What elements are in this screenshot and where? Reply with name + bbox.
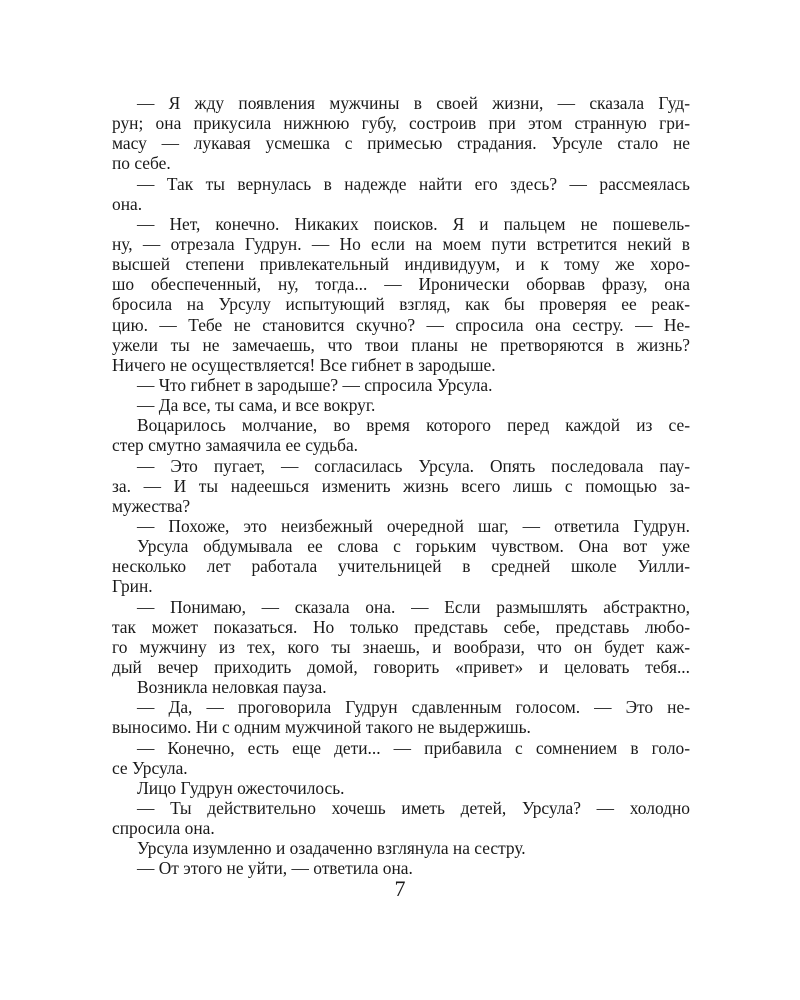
text-line: высшей степени привлекательный индивидуум, и к тому же хоро-: [112, 254, 690, 275]
text-line: Воцарилось молчание, во время которого перед каждой из се-: [137, 415, 690, 436]
text-line: — Нет, конечно. Никаких поисков. Я и пальцем не пошевель-: [137, 213, 690, 234]
text-line: стер смутно замаячила ее судьба.: [112, 435, 359, 456]
text-line: — Да все, ты сама, и все вокруг.: [137, 395, 376, 416]
text-line: — Я жду появления мужчины в своей жизни, — сказала Гуд-: [137, 93, 690, 113]
text-line: Ничего не осуществляется! Все гибнет в зародыше.: [112, 354, 496, 375]
text-line: Грин.: [112, 576, 153, 597]
text-line: дый вечер приходить домой, говорить «привет» и целовать тебя...: [112, 656, 690, 677]
text-line: выносимо. Ни с одним мужчиной такого не выдержишь.: [112, 717, 531, 738]
text-line: по себе.: [112, 153, 171, 174]
body-text: [112, 93, 690, 878]
text-line: — Так ты вернулась в надежде найти его здесь? — рассмеялась: [137, 173, 690, 194]
text-line: се Урсула.: [112, 757, 188, 778]
text-line: Лицо Гудрун ожесточилось.: [137, 777, 345, 798]
text-line: го мужчину из тех, кого ты знаешь, и вообрази, что он будет каж-: [112, 636, 690, 657]
text-line: несколько лет работала учительницей в средней школе Уилли-: [112, 556, 690, 577]
page-number: 7: [394, 876, 406, 901]
text-line: так может показаться. Но только представь себе, представь любо-: [112, 616, 690, 637]
text-line: она.: [112, 193, 143, 214]
text-line: за. — И ты надеешься изменить жизнь всего лишь с помощью за-: [112, 475, 690, 496]
text-line: ужели ты не замечаешь, что твои планы не претворяются в жизнь?: [112, 334, 690, 355]
text-line: мужества?: [112, 495, 191, 516]
text-line: спросила она.: [112, 818, 215, 839]
text-line: — Да, — проговорила Гудрун сдавленным голосом. — Это не-: [137, 697, 690, 718]
text-line: — От этого не уйти, — ответила она.: [137, 858, 413, 879]
text-line: бросила на Урсулу испытующий взгляд, как бы проверяя ее реак-: [112, 294, 690, 315]
text-line: — Что гибнет в зародыше? — спросила Урсула.: [137, 374, 493, 395]
text-line: — Похоже, это неизбежный очередной шаг, — ответила Гудрун.: [137, 515, 690, 536]
text-line: Возникла неловкая пауза.: [137, 677, 327, 698]
text-line: масу — лукавая усмешка с примесью страдания. Урсуле стало не: [112, 133, 690, 154]
text-line: — Конечно, есть еще дети... — прибавила с сомнением в голо-: [137, 737, 690, 758]
text-line: шо обеспеченный, ну, тогда... — Иронически оборвав фразу, она: [112, 274, 690, 295]
text-line: рун; она прикусила нижнюю губу, состроив при этом странную гри-: [112, 113, 690, 134]
text-line: — Понимаю, — сказала она. — Если размышлять абстрактно,: [137, 596, 690, 617]
text-line: ну, — отрезала Гудрун. — Но если на моем пути встретится некий в: [112, 233, 690, 254]
text-line: Урсула обдумывала ее слова с горьким чувством. Она вот уже: [137, 536, 690, 557]
text-line: цию. — Тебе не становится скучно? — спросила она сестру. — Не-: [112, 314, 690, 335]
text-line: Урсула изумленно и озадаченно взглянула на сестру.: [137, 838, 526, 859]
text-line: — Ты действительно хочешь иметь детей, Урсула? — холодно: [137, 797, 690, 818]
text-line: — Это пугает, — согласилась Урсула. Опять последовала пау-: [137, 455, 690, 476]
